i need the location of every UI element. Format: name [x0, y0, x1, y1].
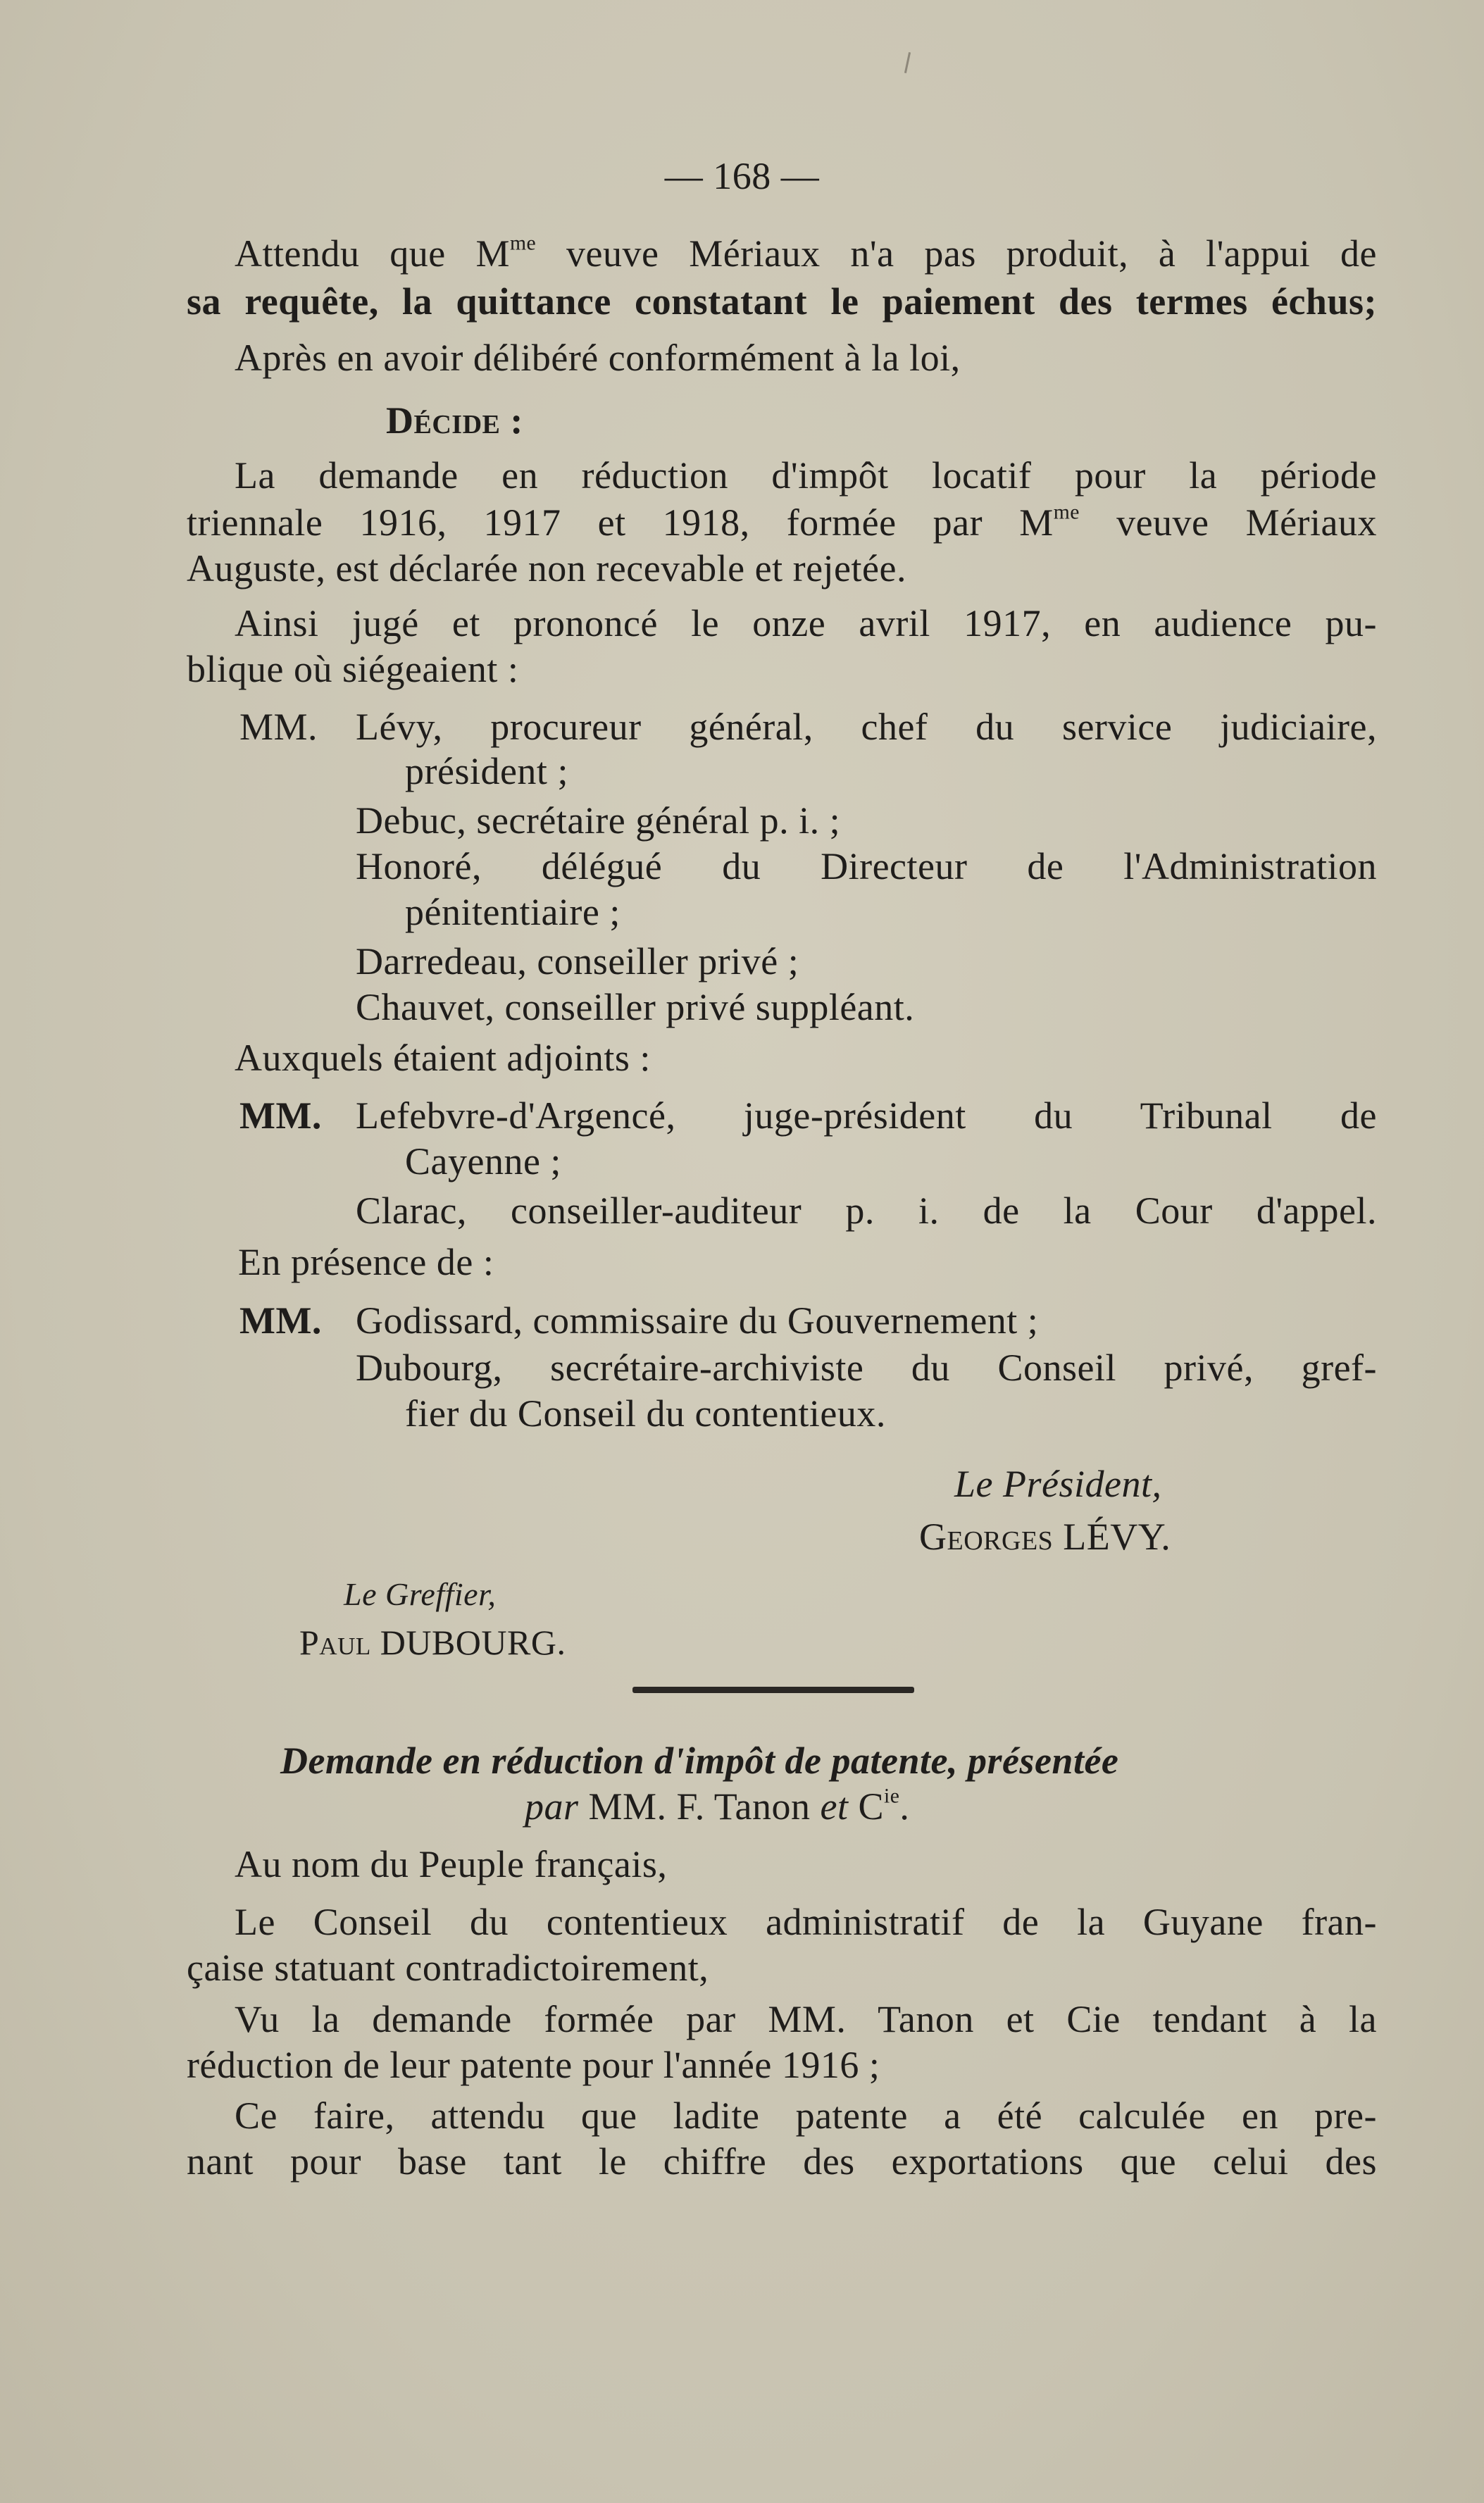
paragraph-line: réduction de leur patente pour l'année 1916 ;	[187, 2044, 880, 2086]
paragraph-line: Auguste, est déclarée non recevable et rejetée.	[187, 547, 906, 589]
paragraph-line: En présence de :	[238, 1241, 494, 1283]
member-line: Cayenne ;	[405, 1140, 561, 1182]
paragraph-line: Ce faire, attendu que ladite patente a été calculée en pre-	[235, 2095, 1377, 2137]
member-line: Honoré, délégué du Directeur de l'Administration	[356, 845, 1377, 887]
paragraph-line: blique où siégeaient :	[187, 648, 519, 690]
member-line: Godissard, commissaire du Gouvernement ;	[356, 1299, 1039, 1342]
paragraph-line: Attendu que $M^{me}$ veuve Mériaux n'a pas produit, à l'appui de	[235, 232, 1377, 275]
pencil-mark	[904, 52, 911, 73]
member-line: pénitentiaire ;	[405, 891, 621, 933]
member-line: Chauvet, conseiller privé suppléant.	[356, 986, 915, 1028]
member-line: Debuc, secrétaire général p. i. ;	[356, 799, 841, 842]
president-title: Le Président,	[954, 1463, 1162, 1505]
mm-label: MM.	[239, 1094, 322, 1137]
member-line: Clarac, conseiller-auditeur p. i. de la Cour d'appel.	[356, 1190, 1377, 1232]
paragraph-line: triennale 1916, 1917 et 1918, formée par $M^{me}$ veuve Mériaux	[187, 501, 1378, 544]
greffier-title: Le Greffier,	[344, 1576, 497, 1612]
paragraph-line: nant pour base tant le chiffre des exportations que celui des	[187, 2140, 1377, 2183]
member-line: Lefebvre-d'Argencé, juge-président du Tribunal de	[356, 1094, 1377, 1137]
member-line: fier du Conseil du contentieux.	[405, 1392, 886, 1435]
mm-label: MM.	[239, 706, 318, 748]
paragraph-line: Le Conseil du contentieux administratif de la Guyane fran-	[235, 1901, 1377, 1943]
greffier-name: Paul DUBOURG.	[299, 1623, 566, 1662]
section-heading: Demande en réduction d'impôt de patente, présentée	[280, 1740, 1119, 1782]
president-name: Georges LÉVY.	[919, 1516, 1171, 1558]
member-line: président ;	[405, 750, 568, 792]
paragraph-line: Auxquels étaient adjoints :	[235, 1037, 651, 1079]
page-number: — 168 —	[664, 155, 820, 197]
member-line: Dubourg, secrétaire-archiviste du Conseil privé, gref-	[356, 1347, 1377, 1389]
paragraph-line: La demande en réduction d'impôt locatif pour la période	[235, 454, 1377, 497]
paragraph-line: Vu la demande formée par MM. Tanon et Cie tendant à la	[235, 1998, 1377, 2040]
decide-heading: Décide :	[386, 399, 523, 442]
paragraph-line: sa requête, la quittance constatant le paiement des termes échus;	[187, 280, 1377, 323]
paragraph-line: Ainsi jugé et prononcé le onze avril 1917, en audience pu-	[235, 602, 1377, 644]
paragraph-line: Au nom du Peuple français,	[235, 1843, 668, 1885]
mm-label: MM.	[239, 1299, 322, 1342]
section-divider	[632, 1687, 914, 1693]
paragraph-line: Après en avoir délibéré conformément à la loi,	[235, 337, 961, 379]
member-line: Darredeau, conseiller privé ;	[356, 940, 799, 982]
section-heading: par MM. F. Tanon et $C^{ie}$.	[525, 1785, 910, 1828]
paragraph-line: çaise statuant contradictoirement,	[187, 1947, 709, 1989]
member-line: Lévy, procureur général, chef du service judiciaire,	[356, 706, 1377, 748]
